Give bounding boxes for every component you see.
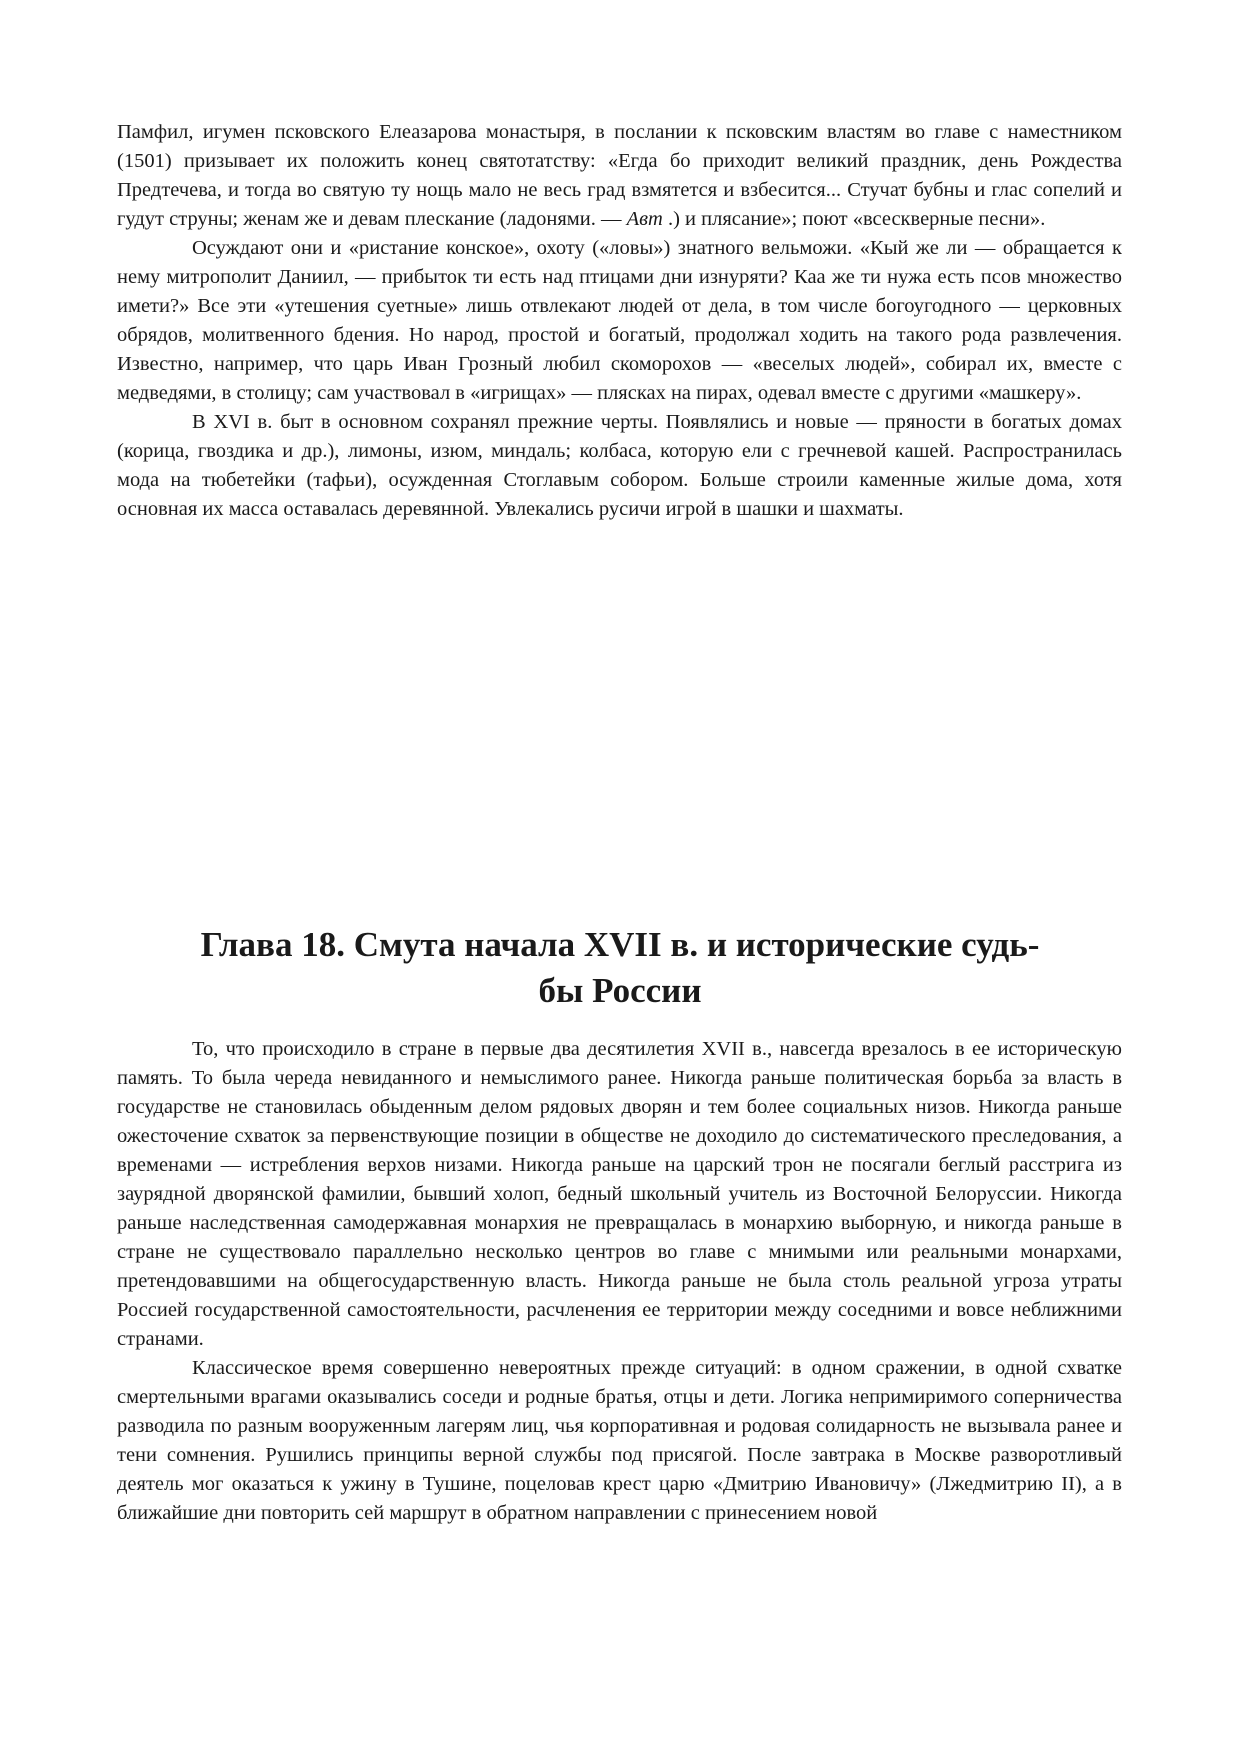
chapter-text-section <box>117 1035 1122 1528</box>
paragraph-pamfil-text: Памфил, игумен псковского Елеазарова монастыря, в послании к псковским властям во главе с наместником (1501) призывает их положить конец святотатству: «Егда бо приходит великий праздник, день Рождества Предтечева, и тогда во святую ту нощь мало не весь град взмятется и взбесится... Стучат бубны и глас сопелий и гудут струны; женам же и девам плескание (ладонями. — <box>117 121 1122 230</box>
paragraph-pamfil-tail: .) и плясание»; поют «всескверные песни». <box>662 208 1046 230</box>
paragraph-xvi-century-life: В XVI в. быт в основном сохранял прежние черты. Появлялись и новые — пряности в богатых домах (корица, гвоздика и др.), лимоны, изюм, миндаль; колбаса, которую ели с гречневой кашей. Распространилась мода на тюбетейки (тафьи), осужденная Стоглавым собором. Больше строили каменные жилые дома, хотя основная их масса оставалась деревянной. Увлекались русичи игрой в шашки и шахматы. <box>117 411 1122 520</box>
paragraph-amusements: Осуждают они и «ристание конское», охоту («ловы») знатного вельможи. «Кый же ли — обращается к нему митрополит Даниил, — прибыток ти есть над птицами дни изнуряти? Каа же ти нужа есть псов множество имети?» Все эти «утешения суетные» лишь отвлекают людей от дела, в том числе богоугодного — церковных обрядов, молитвенного бдения. Но народ, простой и богатый, продолжал ходить на такого рода развлечения. Известно, например, что царь Иван Грозный любил скоморохов — «веселых людей», собирал их, вместе с медведями, в столицу; сам участвовал в «игрищах» — плясках на пирах, одевал вместе с другими «машкеру». <box>117 237 1122 404</box>
paragraph-unprecedented-situations: Классическое время совершенно невероятных прежде ситуаций: в одном сражении, в одной схватке смертельными врагами оказывались соседи и родные братья, отцы и дети. Логика непримиримого соперничества разводила по разным вооруженным лагерям лиц, чья корпоративная и родовая солидарность не вызывала ранее и тени сомнения. Рушились принципы верной службы под присягой. После завтрака в Москве разворотливый деятель мог оказаться к ужину в Тушине, поцеловав крест царю «Дмитрию Ивановичу» (Лжедмитрию II), а в ближайшие дни повторить сей маршрут в обратном направлении с принесением новой <box>117 1357 1122 1524</box>
author-note-italic: Авт <box>626 208 663 230</box>
paragraph-time-of-troubles-intro: То, что происходило в стране в первые два десятилетия XVII в., навсегда врезалось в ее историческую память. То была череда невиданного и немыслимого ранее. Никогда раньше политическая борьба за власть в государстве не становилась обыденным делом рядовых дворян и тем более социальных низов. Никогда раньше ожесточение схваток за первенствующие позиции в обществе не доходило до систематического преследования, а временами — истребления верхов низами. Никогда раньше на царский трон не посягали беглый расстрига из заурядной дворянской фамилии, бывший холоп, бедный школьный учитель из Восточной Белоруссии. Никогда раньше наследственная самодержавная монархия не превращалась в монархию выборную, и никогда раньше в стране не существовало параллельно несколько центров во главе с мнимыми или реальными монархами, претендовавшими на общегосударственную власть. Никогда раньше не была столь реальной угроза утраты Россией государственной самостоятельности, расчленения ее территории между соседними и вовсе неближними странами. <box>117 1038 1122 1350</box>
chapter-title <box>140 922 1100 1014</box>
paragraph-pamfil <box>117 118 1122 234</box>
chapter-title-line-2: бы России <box>538 971 702 1010</box>
chapter-title-line-1: Глава 18. Смута начала XVII в. и исторические судь- <box>200 925 1040 964</box>
top-text-section <box>117 118 1122 524</box>
